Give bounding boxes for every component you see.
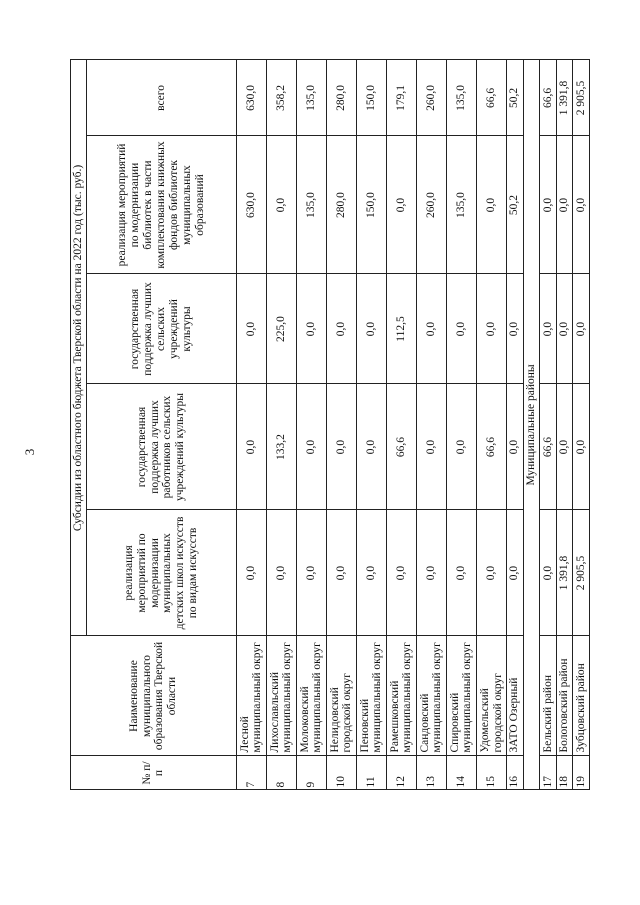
cell-total: 135,0 — [446, 60, 476, 136]
municipality-name: ЗАТО Озерный — [507, 636, 524, 756]
rotated-table-sheet — [70, 60, 590, 860]
row-spacer — [556, 790, 573, 860]
row-number: 16 — [507, 756, 524, 790]
cell-libraries: 135,0 — [446, 136, 476, 274]
header-col1: реализация мероприятий по модернизации муниципальных детских школ искусств по видам искусств — [86, 510, 236, 636]
cell-total: 50,2 — [507, 60, 524, 136]
cell-libraries: 135,0 — [296, 136, 326, 274]
row-number: 7 — [236, 756, 266, 790]
table-row — [386, 60, 416, 860]
header-group: Субсидии из областного бюджета Тверской области на 2022 год (тыс. руб.) — [71, 60, 87, 636]
municipality-name: Сандовский муниципальный округ — [416, 636, 446, 756]
row-spacer — [573, 790, 590, 860]
header-total: всего — [86, 60, 236, 136]
table-row — [477, 60, 507, 860]
cell-art-schools: 2 905,5 — [573, 510, 590, 636]
cell-libraries: 0,0 — [540, 136, 557, 274]
subsidy-table — [70, 59, 590, 860]
table-row — [446, 60, 476, 860]
cell-libraries: 50,2 — [507, 136, 524, 274]
cell-libraries: 280,0 — [326, 136, 356, 274]
row-spacer — [236, 790, 266, 860]
cell-art-schools: 0,0 — [446, 510, 476, 636]
header-col3: государственная поддержка лучших сельских учреждений культуры — [86, 274, 236, 384]
cell-art-schools: 0,0 — [266, 510, 296, 636]
cell-art-schools: 0,0 — [356, 510, 386, 636]
municipality-name: Зубцовский район — [573, 636, 590, 756]
row-spacer — [507, 790, 524, 860]
cell-total: 66,6 — [540, 60, 557, 136]
table-row — [507, 60, 524, 860]
cell-art-schools: 1 391,8 — [556, 510, 573, 636]
cell-rural-institutions: 0,0 — [573, 274, 590, 384]
cell-rural-institutions: 0,0 — [540, 274, 557, 384]
cell-rural-workers: 66,6 — [477, 384, 507, 510]
cell-rural-workers: 0,0 — [416, 384, 446, 510]
cell-rural-institutions: 0,0 — [556, 274, 573, 384]
table-row — [556, 60, 573, 860]
cell-rural-workers: 0,0 — [326, 384, 356, 510]
cell-art-schools: 0,0 — [416, 510, 446, 636]
cell-rural-institutions: 0,0 — [477, 274, 507, 384]
municipality-name: Нелидовский городской округ — [326, 636, 356, 756]
cell-rural-institutions: 225,0 — [266, 274, 296, 384]
municipality-name: Лихославльский муниципальный округ — [266, 636, 296, 756]
cell-rural-institutions: 0,0 — [236, 274, 266, 384]
municipality-name: Рамешковский муниципальный округ — [386, 636, 416, 756]
row-spacer — [266, 790, 296, 860]
cell-rural-workers: 0,0 — [556, 384, 573, 510]
cell-rural-institutions: 0,0 — [416, 274, 446, 384]
cell-libraries: 0,0 — [573, 136, 590, 274]
cell-total: 179,1 — [386, 60, 416, 136]
header-spacer-2 — [86, 790, 236, 860]
cell-rural-workers: 0,0 — [507, 384, 524, 510]
cell-rural-workers: 0,0 — [296, 384, 326, 510]
header-col4: реализация мероприятий по модернизации библиотек в части комплектования книжных фондов библиотек муниципальных образований — [86, 136, 236, 274]
cell-libraries: 0,0 — [556, 136, 573, 274]
cell-libraries: 0,0 — [477, 136, 507, 274]
cell-total: 280,0 — [326, 60, 356, 136]
table-row — [416, 60, 446, 860]
cell-libraries: 0,0 — [266, 136, 296, 274]
municipality-name: Спировский муниципальный округ — [446, 636, 476, 756]
cell-art-schools: 0,0 — [477, 510, 507, 636]
cell-art-schools: 0,0 — [386, 510, 416, 636]
cell-libraries: 630,0 — [236, 136, 266, 274]
row-spacer — [296, 790, 326, 860]
row-number: 19 — [573, 756, 590, 790]
cell-art-schools: 0,0 — [236, 510, 266, 636]
row-spacer — [523, 790, 540, 860]
municipality-name: Молоковский муниципальный округ — [296, 636, 326, 756]
row-spacer — [386, 790, 416, 860]
table-row — [540, 60, 557, 860]
cell-rural-institutions: 0,0 — [296, 274, 326, 384]
row-number: 18 — [556, 756, 573, 790]
cell-art-schools: 0,0 — [326, 510, 356, 636]
row-spacer — [356, 790, 386, 860]
cell-total: 358,2 — [266, 60, 296, 136]
table-row — [326, 60, 356, 860]
row-number: 15 — [477, 756, 507, 790]
cell-art-schools: 0,0 — [507, 510, 524, 636]
municipality-name: Пеновский муниципальный округ — [356, 636, 386, 756]
municipality-name: Бологовский район — [556, 636, 573, 756]
row-number: 17 — [540, 756, 557, 790]
table-row — [573, 60, 590, 860]
cell-total: 66,6 — [477, 60, 507, 136]
cell-rural-workers: 66,6 — [386, 384, 416, 510]
page-number: 3 — [22, 448, 37, 456]
table-row — [356, 60, 386, 860]
cell-rural-institutions: 0,0 — [356, 274, 386, 384]
cell-rural-workers: 133,2 — [266, 384, 296, 510]
row-spacer — [446, 790, 476, 860]
cell-total: 2 905,5 — [573, 60, 590, 136]
row-number: 12 — [386, 756, 416, 790]
cell-rural-institutions: 0,0 — [446, 274, 476, 384]
row-spacer — [477, 790, 507, 860]
section-row — [523, 60, 540, 860]
cell-total: 150,0 — [356, 60, 386, 136]
cell-rural-workers: 66,6 — [540, 384, 557, 510]
row-number: 9 — [296, 756, 326, 790]
cell-rural-workers: 0,0 — [573, 384, 590, 510]
row-spacer — [416, 790, 446, 860]
cell-rural-institutions: 0,0 — [507, 274, 524, 384]
cell-art-schools: 0,0 — [540, 510, 557, 636]
header-num: № п/п — [71, 756, 237, 790]
cell-total: 630,0 — [236, 60, 266, 136]
cell-total: 260,0 — [416, 60, 446, 136]
cell-rural-institutions: 112,5 — [386, 274, 416, 384]
table-row — [266, 60, 296, 860]
row-number: 8 — [266, 756, 296, 790]
cell-libraries: 260,0 — [416, 136, 446, 274]
municipality-name: Бельский район — [540, 636, 557, 756]
cell-total: 135,0 — [296, 60, 326, 136]
cell-libraries: 150,0 — [356, 136, 386, 274]
table-body — [236, 60, 589, 860]
row-number: 11 — [356, 756, 386, 790]
cell-libraries: 0,0 — [386, 136, 416, 274]
row-spacer — [326, 790, 356, 860]
municipality-name: Лесной муниципальный округ — [236, 636, 266, 756]
municipality-name: Удомельский городской округ — [477, 636, 507, 756]
header-col2: государственная поддержка лучших работников сельских учреждений культуры — [86, 384, 236, 510]
cell-total: 1 391,8 — [556, 60, 573, 136]
header-spacer — [71, 790, 87, 860]
row-spacer — [540, 790, 557, 860]
cell-rural-workers: 0,0 — [446, 384, 476, 510]
table-row — [296, 60, 326, 860]
cell-rural-workers: 0,0 — [236, 384, 266, 510]
section-label: Муниципальные районы — [523, 60, 540, 790]
table-row — [236, 60, 266, 860]
row-number: 13 — [416, 756, 446, 790]
cell-rural-workers: 0,0 — [356, 384, 386, 510]
cell-art-schools: 0,0 — [296, 510, 326, 636]
row-number: 10 — [326, 756, 356, 790]
header-name: Наименование муниципального образования Тверской области — [71, 636, 237, 756]
cell-rural-institutions: 0,0 — [326, 274, 356, 384]
row-number: 14 — [446, 756, 476, 790]
